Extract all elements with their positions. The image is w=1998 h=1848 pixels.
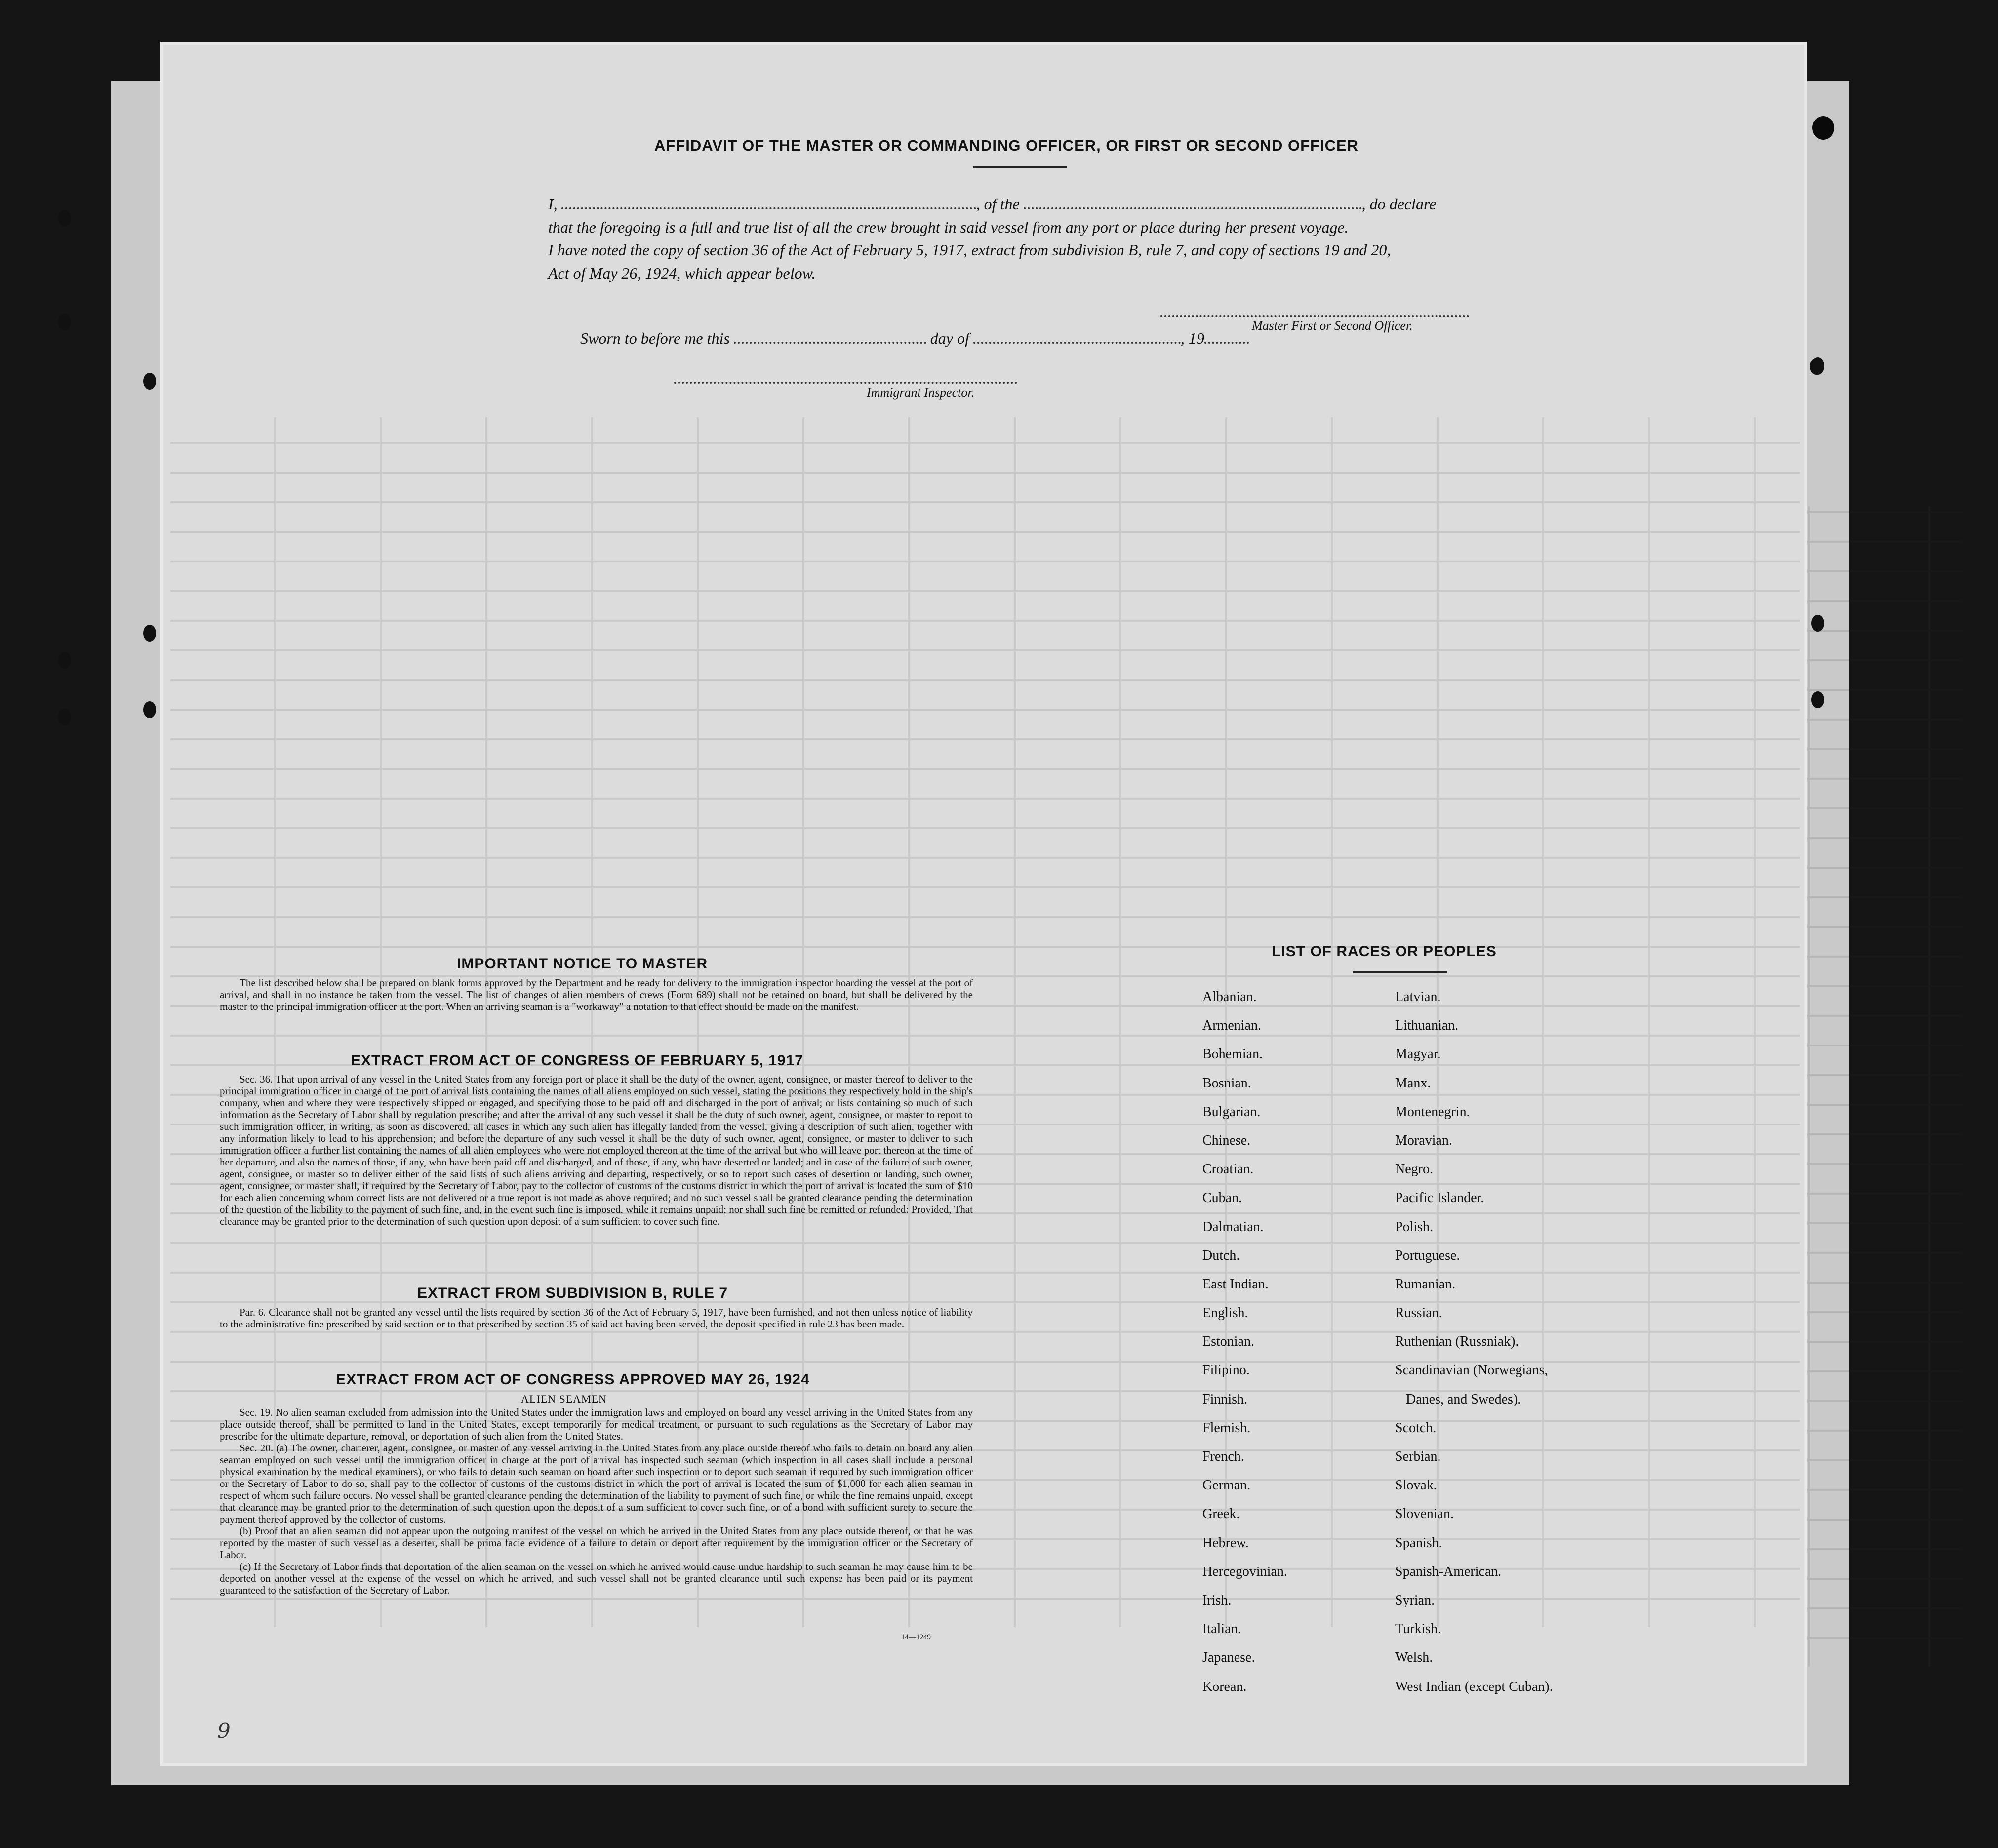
name-blank	[561, 207, 976, 209]
races-column-2	[1395, 983, 1553, 1701]
race-item: Lithuanian.	[1395, 1018, 1459, 1034]
race-item: French.	[1202, 1449, 1244, 1464]
handwritten-page-mark: 9	[217, 1719, 231, 1743]
declaration-line-4: Act of May 26, 1924, which appear below.	[548, 264, 816, 282]
sworn-line	[580, 329, 1249, 348]
day-of-text: day of	[930, 329, 969, 347]
extract-1924-title: EXTRACT FROM ACT OF CONGRESS APPROVED MAY 26, 1924	[336, 1371, 810, 1388]
declaration-i: I,	[548, 195, 558, 213]
race-item: Syrian.	[1395, 1592, 1435, 1608]
race-item: Dutch.	[1202, 1247, 1240, 1263]
race-item: Dalmatian.	[1202, 1219, 1264, 1235]
binder-hole	[1812, 116, 1834, 140]
race-item: Polish.	[1395, 1219, 1434, 1235]
race-item: Korean.	[1202, 1679, 1247, 1694]
notice-body	[220, 977, 973, 1012]
races-title-rule	[1353, 971, 1447, 973]
binder-hole	[143, 373, 156, 390]
race-item: English.	[1202, 1305, 1248, 1321]
binder-hole	[143, 625, 156, 642]
races-column-1	[1202, 983, 1287, 1701]
sworn-text: Sworn to before me this	[580, 329, 730, 347]
notice-title: IMPORTANT NOTICE TO MASTER	[457, 956, 708, 972]
binder-hole	[143, 701, 156, 718]
race-item: Scotch.	[1395, 1420, 1437, 1436]
binder-hole	[58, 652, 71, 669]
inspector-caption: Immigrant Inspector.	[867, 385, 975, 400]
race-item: Latvian.	[1395, 989, 1441, 1004]
title-rule	[973, 166, 1067, 168]
binder-hole	[58, 314, 71, 330]
master-signature-line	[1160, 314, 1469, 317]
form-number: 14—1249	[901, 1633, 931, 1641]
affidavit-title: AFFIDAVIT OF THE MASTER OR COMMANDING OFFICER, OR FIRST OR SECOND OFFICER	[654, 137, 1359, 154]
race-item: Filipino.	[1202, 1363, 1250, 1378]
race-item: Montenegrin.	[1395, 1104, 1470, 1120]
race-item: Chinese.	[1202, 1132, 1251, 1148]
binder-hole	[1811, 615, 1824, 632]
race-item: Russian.	[1395, 1305, 1442, 1321]
race-item: Bulgarian.	[1202, 1104, 1261, 1120]
year-prefix: , 19	[1180, 329, 1204, 347]
extract-rule7-title: EXTRACT FROM SUBDIVISION B, RULE 7	[417, 1285, 728, 1301]
affidavit-sheet	[160, 42, 1807, 1766]
section-20c-text: (c) If the Secretary of Labor finds that deportation of the alien seaman on the vessel on which he arrived would cause undue hardship to such seaman he may cause him to be deported on another vessel at the expense of the vessel on which he arrived, and such vessel shall not be granted clearance until such expense has been paid or its payment guaranteed to the satisfaction of the Secretary of Labor.	[220, 1561, 973, 1596]
binder-hole	[1810, 358, 1823, 375]
race-item: Portuguese.	[1395, 1247, 1460, 1263]
race-item: Rumanian.	[1395, 1276, 1456, 1292]
race-item: West Indian (except Cuban).	[1395, 1679, 1553, 1694]
of-the-text: , of the	[976, 195, 1020, 213]
binder-hole	[1811, 691, 1824, 708]
declaration-line-1	[548, 195, 1436, 213]
race-item: East Indian.	[1202, 1276, 1269, 1292]
race-item: Magyar.	[1395, 1046, 1441, 1062]
race-item: Hebrew.	[1202, 1535, 1249, 1551]
month-blank	[973, 342, 1181, 344]
race-item: Slovak.	[1395, 1478, 1437, 1493]
race-item: Croatian.	[1202, 1162, 1254, 1177]
race-item: Danes, and Swedes).	[1406, 1391, 1521, 1407]
alien-seamen-subtitle: ALIEN SEAMEN	[521, 1393, 607, 1405]
race-item: Italian.	[1202, 1621, 1241, 1637]
race-item: Finnish.	[1202, 1391, 1248, 1407]
race-item: Greek.	[1202, 1506, 1240, 1522]
section-20b-text: (b) Proof that an alien seaman did not appear upon the outgoing manifest of the vessel on which he arrived in the United States from any place outside thereof, or that he was reported by the master of such vessel as a deserter, shall be prima facie evidence of a failure to detain or deport after requirement by the immigration officer or the Secretary of Labor.	[220, 1525, 973, 1561]
race-item: Japanese.	[1202, 1650, 1255, 1666]
races-title: LIST OF RACES OR PEOPLES	[1272, 943, 1497, 960]
race-item: Hercegovinian.	[1202, 1564, 1287, 1579]
master-caption: Master First or Second Officer.	[1252, 319, 1413, 333]
binder-hole	[58, 709, 71, 725]
binder-hole	[58, 210, 71, 227]
race-item: Cuban.	[1202, 1190, 1242, 1206]
extract-1917-title: EXTRACT FROM ACT OF CONGRESS OF FEBRUARY 5, 1917	[351, 1052, 803, 1069]
notice-text: The list described below shall be prepared on blank forms approved by the Department and be ready for delivery to the immigration inspector boarding the vessel at the port of arrival, and shall in no instance be taken from the vessel. The list of changes of alien members of crews (Form 689) shall not be retained on board, but shall be delivered by the master to the principal immigration officer at the port. When an arriving seaman is a "workaway" a notation to that effect should be made on the manifest.	[220, 977, 973, 1012]
race-item: Pacific Islander.	[1395, 1190, 1484, 1206]
rule7-text: Par. 6. Clearance shall not be granted any vessel until the lists required by section 36 of the Act of February 5, 1917, have been furnished, and not then unless notice of liability to the administrative fine prescribed by said section or to that prescribed by section 35 of said act having been served, the deposit specified in rule 23 has been made.	[220, 1306, 973, 1330]
race-item: Albanian.	[1202, 989, 1257, 1004]
race-item: Bohemian.	[1202, 1046, 1263, 1062]
extract-rule7-body	[220, 1306, 973, 1330]
race-item: Spanish-American.	[1395, 1564, 1502, 1579]
race-item: Serbian.	[1395, 1449, 1441, 1464]
race-item: Negro.	[1395, 1162, 1433, 1177]
race-item: Ruthenian (Russniak).	[1395, 1334, 1519, 1350]
extract-1917-body	[220, 1073, 973, 1227]
day-blank	[734, 342, 926, 344]
race-item: Turkish.	[1395, 1621, 1441, 1637]
section-19-text: Sec. 19. No alien seaman excluded from admission into the United States under the immigration laws and employed on board any vessel arriving in the United States from any place outside thereof, shall be permitted to land in the United States, except temporarily for medical treatment, or pursuant to such regulations as the Secretary of Labor may prescribe for the ultimate departure, removal, or deportation of such alien from the United States.	[220, 1406, 973, 1442]
race-item: Scandinavian (Norwegians,	[1395, 1363, 1548, 1378]
declaration-line-3: I have noted the copy of section 36 of the Act of February 5, 1917, extract from subdivision B, rule 7, and copy of sections 19 and 20,	[548, 241, 1391, 259]
extract-1924-body	[220, 1406, 973, 1596]
do-declare-text: , do declare	[1361, 195, 1437, 213]
section-20a-text: Sec. 20. (a) The owner, charterer, agent, consignee, or master of any vessel arriving in the United States from any place outside thereof who fails to detain on board any alien seaman employed on such vessel until the immigration officer in charge at the port of arrival has inspected such seaman (which inspection in all cases shall include a personal physical examination by the medical examiners), or who fails to detain such seaman on board after such inspection or to deport such seaman if required by such immigration officer or the Secretary of Labor to do so, shall pay to the collector of customs of the customs district in which the port of arrival is located the sum of $1,000 for each alien seaman in respect of whom such failure occurs. No vessel shall be granted clearance pending the determination of the liability to payment of such fine, or while the fine remains unpaid, except that clearance may be granted prior to the determination of such question upon the deposit of a sum sufficient to cover such fine, or of a bond with sufficient surety to secure the payment thereof approved by the collector of customs.	[220, 1442, 973, 1525]
race-item: Spanish.	[1395, 1535, 1442, 1551]
race-item: German.	[1202, 1478, 1251, 1493]
race-item: Bosnian.	[1202, 1075, 1251, 1091]
race-item: Irish.	[1202, 1592, 1232, 1608]
race-item: Welsh.	[1395, 1650, 1433, 1666]
year-blank	[1204, 342, 1249, 344]
race-item: Slovenian.	[1395, 1506, 1454, 1522]
race-item: Armenian.	[1202, 1018, 1261, 1034]
section-36-text: Sec. 36. That upon arrival of any vessel in the United States from any foreign port or place it shall be the duty of the owner, agent, consignee, or master thereof to deliver to the principal immigration officer in charge of the port of arrival lists containing the names of all aliens employed on such vessel, stating the positions they respectively hold in the ship's company, when and where they were respectively shipped or engaged, and specifying those to be paid off and discharged in the port of arrival; or lists containing so much of such information as the Secretary of Labor shall by regulation prescribe; and after the arrival of any such vessel it shall be the duty of such owner, agent, consignee, or master to report to such immigration officer, in writing, as soon as discovered, all cases in which any such alien has illegally landed from the vessel, giving a description of such alien, together with any information likely to lead to his apprehension; and before the departure of any such vessel it shall be the duty of such owner, agent, consignee, or master to deliver to such immigration officer a further list containing the names of all alien employees who were not employed thereon at the time of the arrival but who will leave port thereon at the time of her departure, and also the names of those, if any, who have been paid off and discharged, and of those, if any, who have deserted or landed; and in case of the failure of such owner, agent, consignee, or master so to deliver either of the said lists of such aliens arriving and departing, respectively, or so to report such cases of desertion or landing, such owner, agent, consignee, or master shall, if required by the Secretary of Labor, pay to the collector of customs of the customs district in which the port of arrival is located the sum of $10 for each alien concerning whom correct lists are not delivered or a true report is not made as above required; and no such vessel shall be granted clearance pending the determination of the question of the liability to the payment of such fine, and, in the event such fine is imposed, while it remains unpaid; nor shall such fine be remitted or refunded: Provided, That clearance may be granted prior to the determination of such question upon deposit of a sum sufficient to cover such fine.	[220, 1073, 973, 1227]
race-item: Estonian.	[1202, 1334, 1254, 1350]
race-item: Moravian.	[1395, 1132, 1452, 1148]
race-item: Flemish.	[1202, 1420, 1251, 1436]
race-item: Manx.	[1395, 1075, 1431, 1091]
declaration-line-2: that the foregoing is a full and true list of all the crew brought in said vessel from any port or place during her present voyage.	[548, 218, 1349, 236]
inspector-signature-line	[674, 380, 1017, 384]
vessel-blank	[1024, 207, 1362, 209]
